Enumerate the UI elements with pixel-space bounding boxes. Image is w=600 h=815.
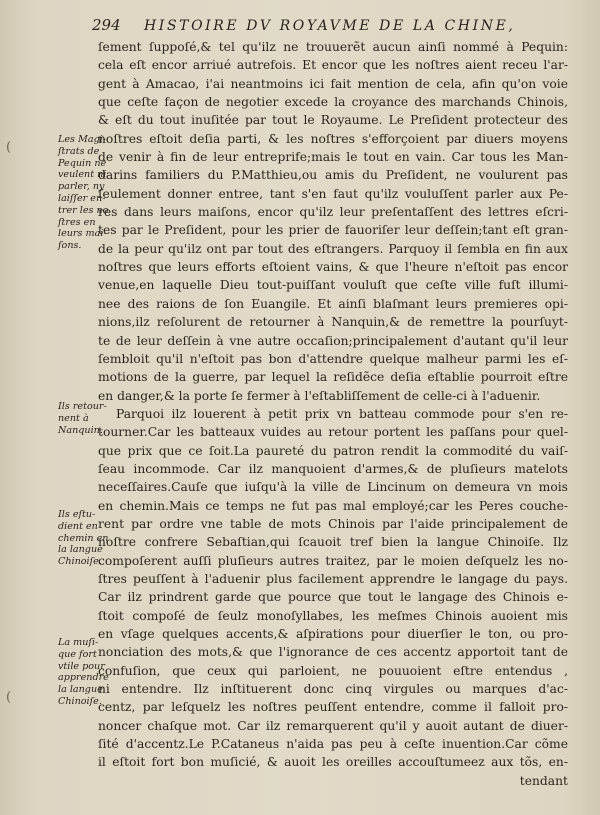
margin-note-line: Ils retour- [58,401,107,412]
margin-note-line: apprendre [58,672,109,684]
paper-edge-mark: ( [6,690,12,705]
text-line: ſtres peuſſent à l'aduenir plus facilement apprendre le langage du pays. [98,571,568,586]
margin-note-line: La muſi- [58,637,99,648]
margin-note-line: la langue [58,684,103,696]
text-line: motions de la guerre, par lequel la reſidẽce deſia eſtablie pourroit eſtre [98,370,568,385]
margin-note-line: Chinoiſe. [58,556,102,568]
text-line: ſtoit compoſé de ſeulz monoſyllabes, les meſmes Chinois auoient mis [98,608,568,623]
margin-note-line: parler, ny [58,181,105,193]
text-line: nonciation des mots,& que l'ignorance de ces accentz apportoit tant de [98,645,568,660]
text-line: res dans leurs maiſons, encor qu'ilz leur preſentaſſent des lettres eſcri- [98,205,568,220]
text-line: en chemin.Mais ce temps ne fut pas mal employé;car les Peres couche- [98,498,568,513]
text-line: noſtre confrere Sebaſtian,qui ſcauoit tref bien la langue Chinoiſe. Ilz [98,535,568,550]
text-line: nee des raions de ſon Euangile. Et ainſi blaſmant leurs premieres opi- [98,296,568,311]
margin-note-line: nent à [58,412,89,424]
text-line: en danger,& la porte ſe fermer à l'eſtabliſſement de celle-ci à l'aduenir. [98,388,541,403]
text-line: rent par ordre vne table de mots Chinois par l'aide principalement de [98,516,568,531]
text-line: que ceſte façon de negotier excede la croyance des marchands Chinois, [98,95,568,110]
margin-note-line: la langue [58,544,103,556]
text-line: cela eſt encor arriué autrefois. Et encor que les noſtres aient receu l'ar- [98,58,568,73]
text-line: nions,ilz reſolurent de retourner à Nanquin,& de remettre la pourſuyt- [98,315,568,330]
margin-note-line: ſtres en [58,216,96,228]
text-line: que prix que ce ſoit.La paureté du patron rendit la commodité du vaiſ- [98,443,568,458]
text-line: tes par le Preſident, pour les prier de fauoriſer leur deſſein;tant eſt gran- [98,223,568,238]
text-line: ſement ſuppoſé,& tel qu'ilz ne trouuerẽt aucun ainſi nommé à Pequin: [98,40,568,54]
text-line: venue,en laquelle Dieu tout-puiſſant vouluſt que ceſte ville fuſt illumi- [98,278,568,293]
body-text [98,38,568,790]
text-line: il eſtoit fort bon muſicié, & auoit les oreilles accouſtumeez aux tõs, en- [98,755,568,770]
text-line: & eſt du tout inuſitée par tout le Royaume. Le Preſident protecteur des [98,113,568,128]
text-line: noſtres que leurs efforts eſtoient vains, & que l'heure n'eſtoit pas encor [98,260,568,275]
text-line: ſeau incommode. Car ilz manquoient d'armes,& de pluſieurs matelots [98,461,568,476]
margin-note-line: Nanquin. [58,424,103,436]
page-header [92,16,570,38]
text-line: Parquoi ilz louerent à petit prix vn batteau commode pour s'en re- [116,406,568,421]
margin-note-retour [58,401,107,436]
margin-note-line: dient en [58,520,98,532]
text-line: Car ilz prindrent garde que pource que tout le langage des Chinois e- [98,590,568,605]
text-line: darins familiers du P.Matthieu,ou amis du Preſident, ne voulurent pas [98,168,568,183]
text-line: ſité d'accentz.Le P.Cataneus n'aida pas peu à ceſte inuention.Car cõme [98,737,568,752]
margin-note-line: veulent ni [58,169,107,181]
margin-note-line: ſons. [58,240,82,252]
text-line: neceſſaires.Cauſe que iuſqu'à la ville de Lincinum on demeura vn mois [98,480,568,495]
text-line: en vſage quelques accents,& aſpirations pour diuerſier le ton, ou pro- [98,627,568,641]
margin-note-langue [58,509,109,568]
page-number: 294 [92,16,121,34]
paper-edge-mark: ( [6,140,12,155]
margin-note-line: ſtrats de [58,145,100,157]
text-line: noncer chaſque mot. Car ilz remarquerent qu'il y auoit autant de diuer- [98,718,568,733]
margin-note-line: Ils eſtu- [58,509,96,520]
text-line: ſembloit qu'il n'eſtoit pas bon d'attendre quelque malheur parmi les eſ- [98,351,568,366]
text-line: compoſerent auſſi pluſieurs autres traitez, par le moien deſquelz les no- [98,553,568,568]
margin-note-line: laiſſer en- [58,192,106,204]
margin-note-musique [58,637,109,708]
text-line: de la peur qu'ilz ont par tout des eſtrangers. Parquoy il ſembla en fin aux [98,241,568,256]
margin-note-line: vtile pour [58,660,105,672]
text-line: te de leur deſſein à vne autre occaſion;principalement d'autant qu'il leur [98,333,568,348]
margin-note-line: leurs mai- [58,228,107,240]
text-line: confuſion, que ceux qui parloient, ne pouuoient eſtre entendus , [98,663,568,678]
text-line: de venir à fin de leur entreprife;mais le tout en vain. Car tous les Man- [98,150,568,165]
running-title: HISTOIRE DV ROYAVME DE LA CHINE, [144,18,516,34]
margin-note-line: Les Magi- [58,134,107,145]
text-line: ni entendre. Ilz inſtituerent donc cinq virgules ou marques d'ac- [98,682,568,697]
margin-note-line: Chinoiſe. [58,695,102,707]
margin-note-line: Pequin ne [58,157,107,169]
margin-note-magistrats [58,134,109,252]
text-line: ſeulement donner entree, tant s'en faut qu'ilz vouluſſent parler aux Pe- [98,186,568,201]
margin-note-line: trer les no [58,204,109,216]
text-line: noſtres eſtoit deſia parti, & les noſtres s'efforçoient par diuers moyens [98,131,568,146]
margin-note-line: chemin en [58,532,109,544]
text-line: centz, par leſquelz les noſtres peuſſent entendre, comme il falloit pro- [98,700,568,715]
text-line: tourner.Car les batteaux vuides au retour portent les paſſans pour quel- [98,425,568,440]
text-line: gent à Amacao, i'ai neantmoins ici fait mention de cela, afin qu'on voie [98,76,568,91]
catchword: tendant [519,773,568,788]
margin-note-line: que fort [58,648,97,660]
